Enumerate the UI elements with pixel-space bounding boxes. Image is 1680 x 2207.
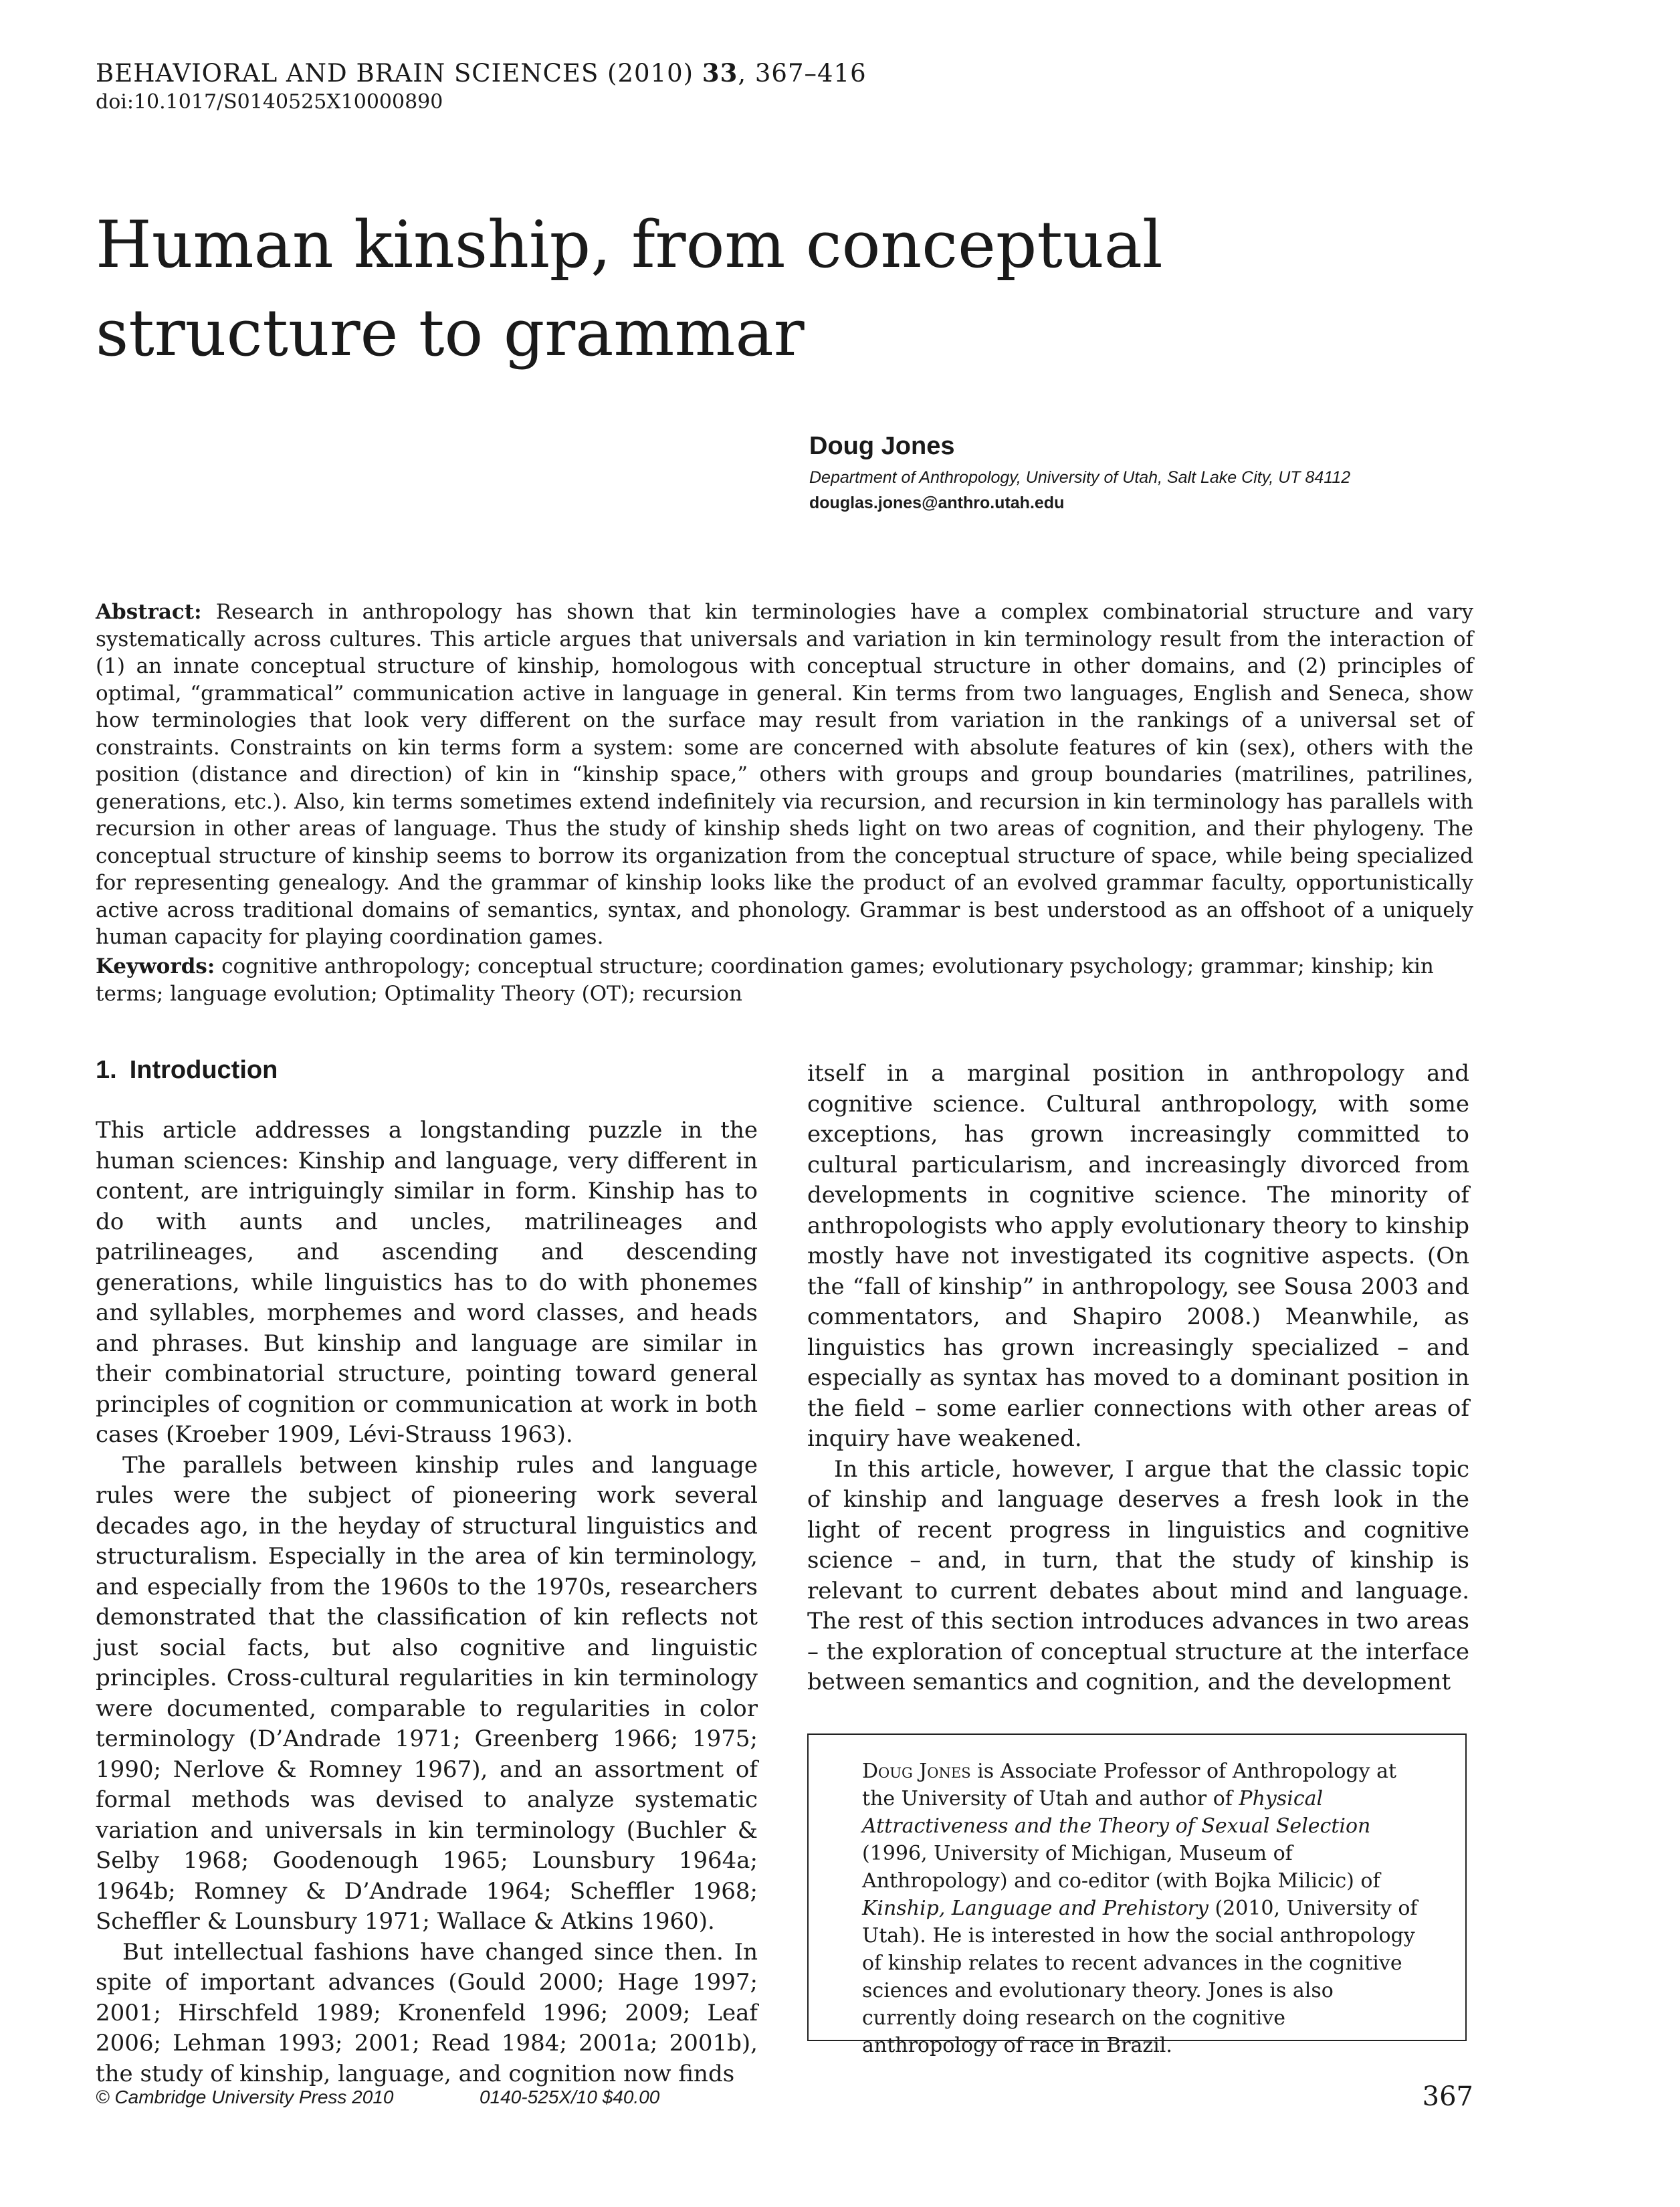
body-paragraph: This article addresses a longstanding puzzle in the human sciences: Kinship and language, very different in content, are intriguingly similar in form. Kinship has to do with aunts and uncles, matrilineages and patrilineages, and ascending and descending generations, while linguistics has to do with phonemes and syllables, morphemes and word classes, and heads and phrases. But kinship and language are similar in their combinatorial structure, pointing toward general principles of cognition or communication at work in both cases (Kroeber 1909, Lévi-Strauss 1963). (96, 1117, 758, 1448)
right-column (807, 1059, 1469, 1698)
journal-header (96, 58, 867, 116)
issn-price: 0140-525X/10 $40.00 (480, 2087, 660, 2107)
author-bio (862, 1758, 1425, 2059)
bio-book-title: Physical Attractiveness and the Theory of Sexual Selection (862, 1787, 1371, 1838)
body-paragraph: In this article, however, I argue that the classic topic of kinship and language deserves a fresh look in the light of recent progress in linguistics and cognitive science – and, in turn, that the study of kinship is relevant to current debates about mind and language. The rest of this section introduces advances in two areas – the exploration of conceptual structure at the interface between semantics and cognition, and the development (807, 1455, 1469, 1695)
body-paragraph: The parallels between kinship rules and language rules were the subject of pioneering work several decades ago, in the heyday of structural linguistics and structuralism. Especially in the area of kin terminology, and especially from the 1960s to the 1970s, researchers demonstrated that the classification of kin reflects not just social facts, but also cognitive and linguistic principles. Cross-cultural regularities in kin terminology were documented, comparable to regularities in color terminology (D’Andrade 1971; Greenberg 1966; 1975; 1990; Nerlove & Romney 1967), and an assortment of formal methods was devised to analyze systematic variation and universals in kin terminology (Buchler & Selby 1968; Goodenough 1965; Lounsbury 1964a; 1964b; Romney & D’Andrade 1964; Scheffler 1968; Scheffler & Lounsbury 1971; Wallace & Atkins 1960). (96, 1451, 758, 1935)
section-heading-introduction: 1. Introduction (96, 1056, 278, 1084)
journal-volume: 33 (702, 58, 738, 88)
bio-author-name: Doug Jones (862, 1760, 971, 1783)
article-title: Human kinship, from conceptual structure to grammar (96, 207, 1163, 371)
bio-text: (2010, University of Utah). He is interested in how the social anthropology of kinship relates to recent advances in the cognitive sciences and evolutionary theory. Jones is also currently doing research on the cognitive anthropology of race in Brazil. (862, 1897, 1418, 2057)
copyright: © Cambridge University Press 2010 (96, 2087, 394, 2107)
bio-text: (1996, University of Michigan, Museum of Anthropology) and co-editor (with Bojka Milicic) of (862, 1842, 1380, 1893)
bio-book-title: Kinship, Language and Prehistory (862, 1897, 1209, 1920)
abstract-label: Abstract: (96, 600, 202, 624)
page-footer (96, 2081, 1473, 2120)
doi[interactable]: doi:10.1017/S0140525X10000890 (96, 90, 443, 114)
abstract-text: Research in anthropology has shown that kin terminologies have a complex combinatorial structure and vary systematically across cultures. This article argues that universals and variation in kin terminology result from the interaction of (1) an innate conceptual structure of kinship, homologous with conceptual structure in other domains, and (2) principles of optimal, “grammatical” communication active in language in general. Kin terms from two languages, English and Seneca, show how terminologies that look very different on the surface may result from variation in the rankings of a universal set of constraints. Constraints on kin terms form a system: some are concerned with absolute features of kin (sex), others with the position (distance and direction) of kin in “kinship space,” others with groups and group boundaries (matrilines, patrilines, generations, etc.). Also, kin terms sometimes extend indefinitely via recursion, and recursion in kin terminology has parallels with recursion in other areas of language. Thus the study of kinship sheds light on two areas of cognition, and their phylogeny. The conceptual structure of kinship seems to borrow its organization from the conceptual structure of space, while being specialized for representing genealogy. And the grammar of kinship looks like the product of an evolved grammar faculty, opportunistically active across traditional domains of semantics, syntax, and phonology. Grammar is best understood as an offshoot of a uniquely human capacity for playing coordination games. (96, 600, 1473, 949)
keywords-label: Keywords: (96, 954, 215, 978)
left-column (96, 1055, 758, 2089)
author-email[interactable]: douglas.jones@anthro.utah.edu (809, 494, 1065, 512)
author-affiliation: Department of Anthropology, University of Utah, Salt Lake City, UT 84112 (809, 468, 1351, 487)
page-number: 367 (1422, 2081, 1473, 2112)
journal-pages: , 367–416 (738, 59, 867, 88)
keywords (96, 953, 1473, 1007)
journal-name: BEHAVIORAL AND BRAIN SCIENCES (2010) (96, 59, 694, 88)
body-paragraph: But intellectual fashions have changed since then. In spite of important advances (Gould 2000; Hage 1997; 2001; Hirschfeld 1989; Kronenfeld 1996; 2009; Leaf 2006; Lehman 1993; 2001; Read 1984; 2001a; 2001b), the study of kinship, language, and cognition now finds (96, 1938, 758, 2087)
keywords-text: cognitive anthropology; conceptual structure; coordination games; evolutionary psychology; grammar; kinship; kin terms; language evolution; Optimality Theory (OT); recursion (96, 954, 1434, 1006)
author-name: Doug Jones (809, 432, 955, 460)
body-paragraph: itself in a marginal position in anthropology and cognitive science. Cultural anthropology, with some exceptions, has grown increasingly committed to cultural particularism, and increasingly divorced from developments in cognitive science. The minority of anthropologists who apply evolutionary theory to kinship mostly have not investigated its cognitive aspects. (On the “fall of kinship” in anthropology, see Sousa 2003 and commentators, and Shapiro 2008.) Meanwhile, as linguistics has grown increasingly specialized – and especially as syntax has moved to a dominant position in the field – some earlier connections with other areas of inquiry have weakened. (807, 1060, 1469, 1452)
abstract (96, 599, 1473, 951)
journal-citation (96, 58, 867, 89)
author-bio-box (807, 1733, 1467, 2057)
author-block (809, 428, 1578, 515)
bio-text: is Associate Professor of Anthropology at the University of Utah and author of (862, 1760, 1397, 1810)
